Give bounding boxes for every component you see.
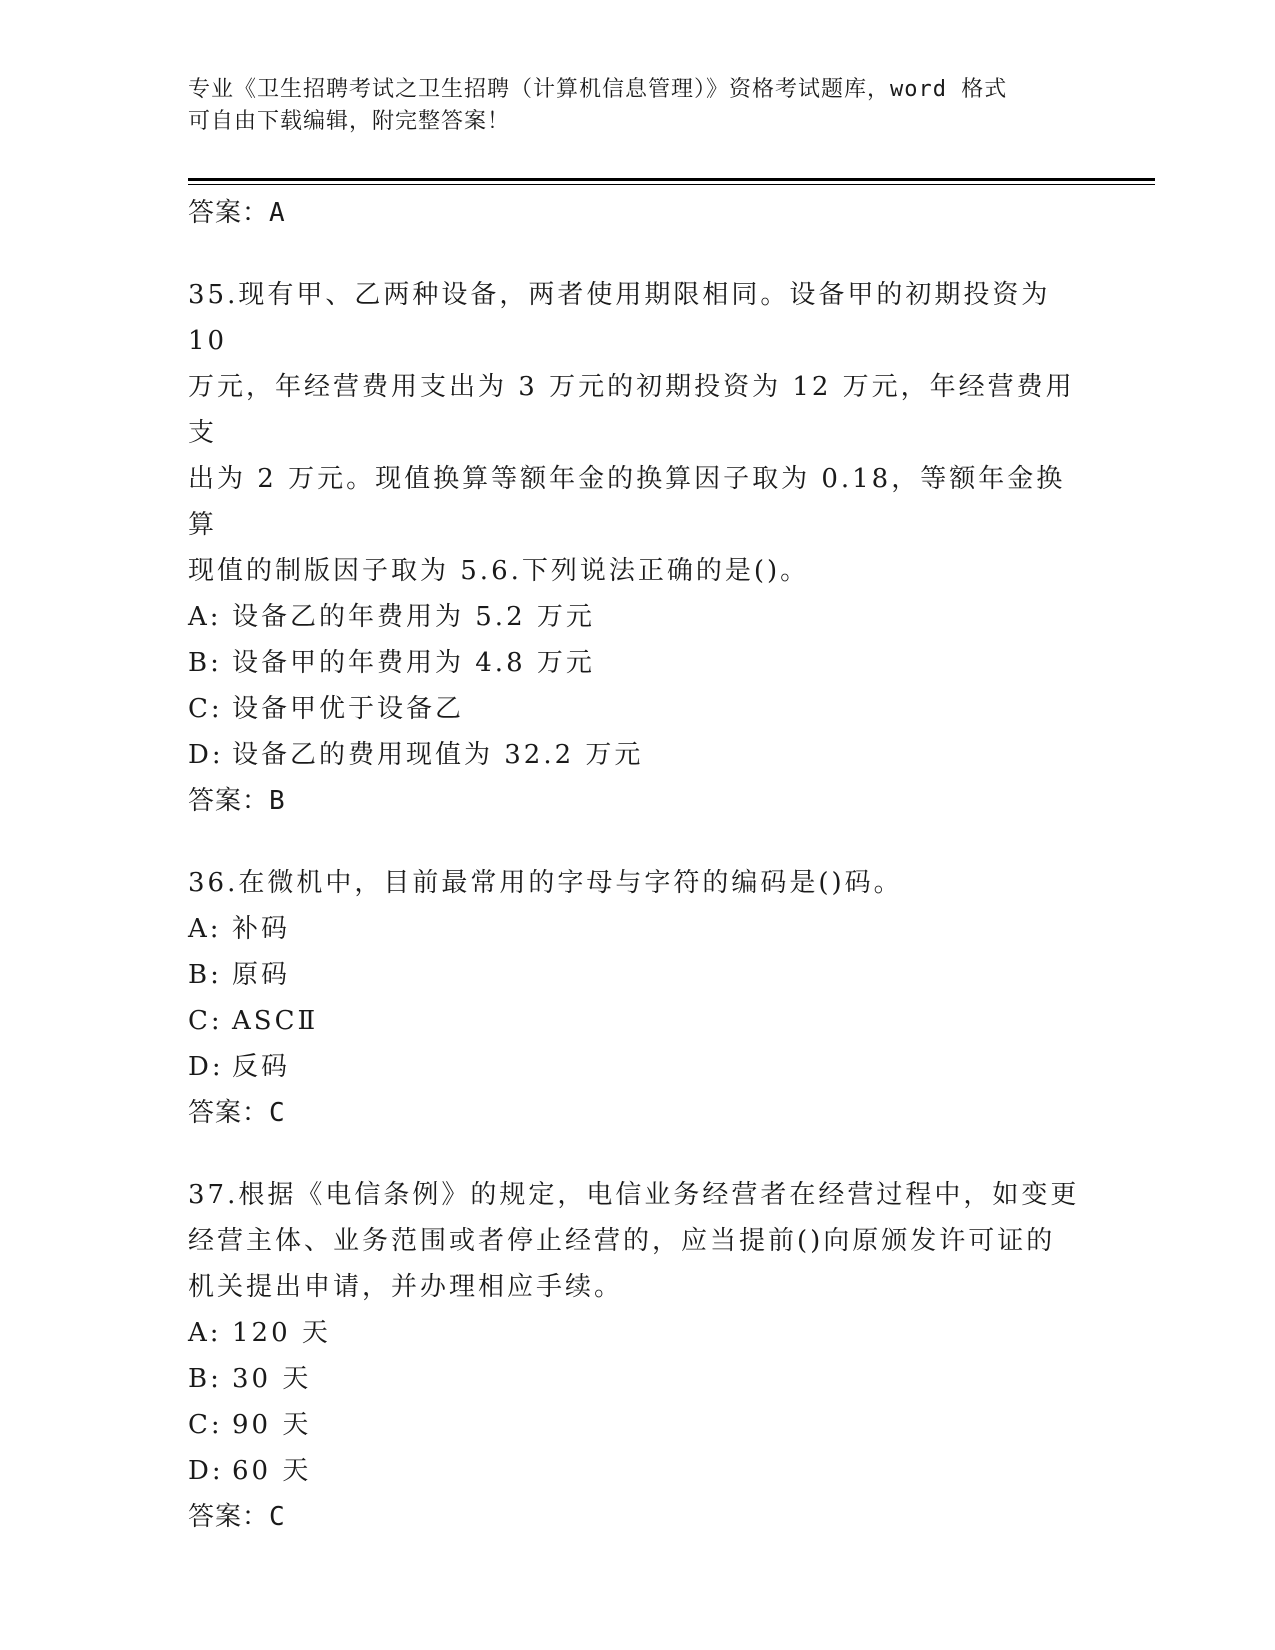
question-37 xyxy=(188,1172,1088,1540)
option-key: A: xyxy=(188,914,222,944)
option-key: C: xyxy=(188,1410,223,1440)
question-stem-line: 35.现有甲、乙两种设备，两者使用期限相同。设备甲的初期投资为 10 xyxy=(188,280,1051,356)
answer-line: 答案：C xyxy=(188,1502,286,1532)
option-text: ASCⅡ xyxy=(232,1006,319,1036)
option-text: 30 天 xyxy=(232,1364,312,1394)
question-35 xyxy=(188,272,1088,824)
question-stem-line: 万元，年经营费用支出为 3 万元的初期投资为 12 万元，年经营费用支 xyxy=(188,372,1075,448)
question-36 xyxy=(188,860,1088,1136)
header-divider-thick xyxy=(188,178,1155,181)
option-key: D: xyxy=(188,1052,224,1082)
option-key: D: xyxy=(188,740,224,770)
header-title-line-1: 专业《卫生招聘考试之卫生招聘（计算机信息管理）》资格考试题库，word 格式 xyxy=(188,77,1008,102)
option-text: 反码 xyxy=(232,1052,291,1082)
header-title-line-2: 可自由下载编辑，附完整答案！ xyxy=(188,109,511,134)
question-stem-line: 经营主体、业务范围或者停止经营的，应当提前()向原颁发许可证的 xyxy=(188,1226,1056,1256)
option-d xyxy=(188,732,1088,778)
header-divider-thin xyxy=(188,184,1155,185)
question-stem-line: 机关提出申请，并办理相应手续。 xyxy=(188,1272,624,1302)
option-d xyxy=(188,1448,1088,1494)
option-text: 60 天 xyxy=(232,1456,312,1486)
answer-line: 答案：B xyxy=(188,786,286,816)
option-c xyxy=(188,686,1088,732)
option-key: C: xyxy=(188,1006,223,1036)
option-a xyxy=(188,1310,1088,1356)
option-key: C: xyxy=(188,694,223,724)
document-header xyxy=(188,74,1068,138)
option-key: A: xyxy=(188,1318,222,1348)
option-text: 原码 xyxy=(232,960,291,990)
option-text: 补码 xyxy=(232,914,291,944)
option-key: A: xyxy=(188,602,222,632)
option-text: 设备乙的年费用为 5.2 万元 xyxy=(232,602,595,632)
option-text: 设备乙的费用现值为 32.2 万元 xyxy=(232,740,644,770)
option-text: 120 天 xyxy=(232,1318,331,1348)
option-a xyxy=(188,594,1088,640)
question-stem-line: 出为 2 万元。现值换算等额年金的换算因子取为 0.18，等额年金换算 xyxy=(188,464,1066,540)
question-list xyxy=(188,190,1088,1540)
answer-line: 答案：C xyxy=(188,1098,286,1128)
question-stem-line: 37.根据《电信条例》的规定，电信业务经营者在经营过程中，如变更 xyxy=(188,1180,1080,1210)
option-c xyxy=(188,998,1088,1044)
question-stem-line: 现值的制版因子取为 5.6.下列说法正确的是()。 xyxy=(188,556,810,586)
option-key: D: xyxy=(188,1456,224,1486)
option-text: 设备甲的年费用为 4.8 万元 xyxy=(232,648,595,678)
option-b xyxy=(188,952,1088,998)
option-d xyxy=(188,1044,1088,1090)
previous-answer: 答案：A xyxy=(188,198,286,228)
option-text: 90 天 xyxy=(232,1410,312,1440)
option-key: B: xyxy=(188,960,222,990)
option-text: 设备甲优于设备乙 xyxy=(232,694,465,724)
question-stem-line: 36.在微机中，目前最常用的字母与字符的编码是()码。 xyxy=(188,868,903,898)
option-b xyxy=(188,1356,1088,1402)
option-b xyxy=(188,640,1088,686)
option-c xyxy=(188,1402,1088,1448)
option-key: B: xyxy=(188,648,222,678)
option-key: B: xyxy=(188,1364,222,1394)
option-a xyxy=(188,906,1088,952)
